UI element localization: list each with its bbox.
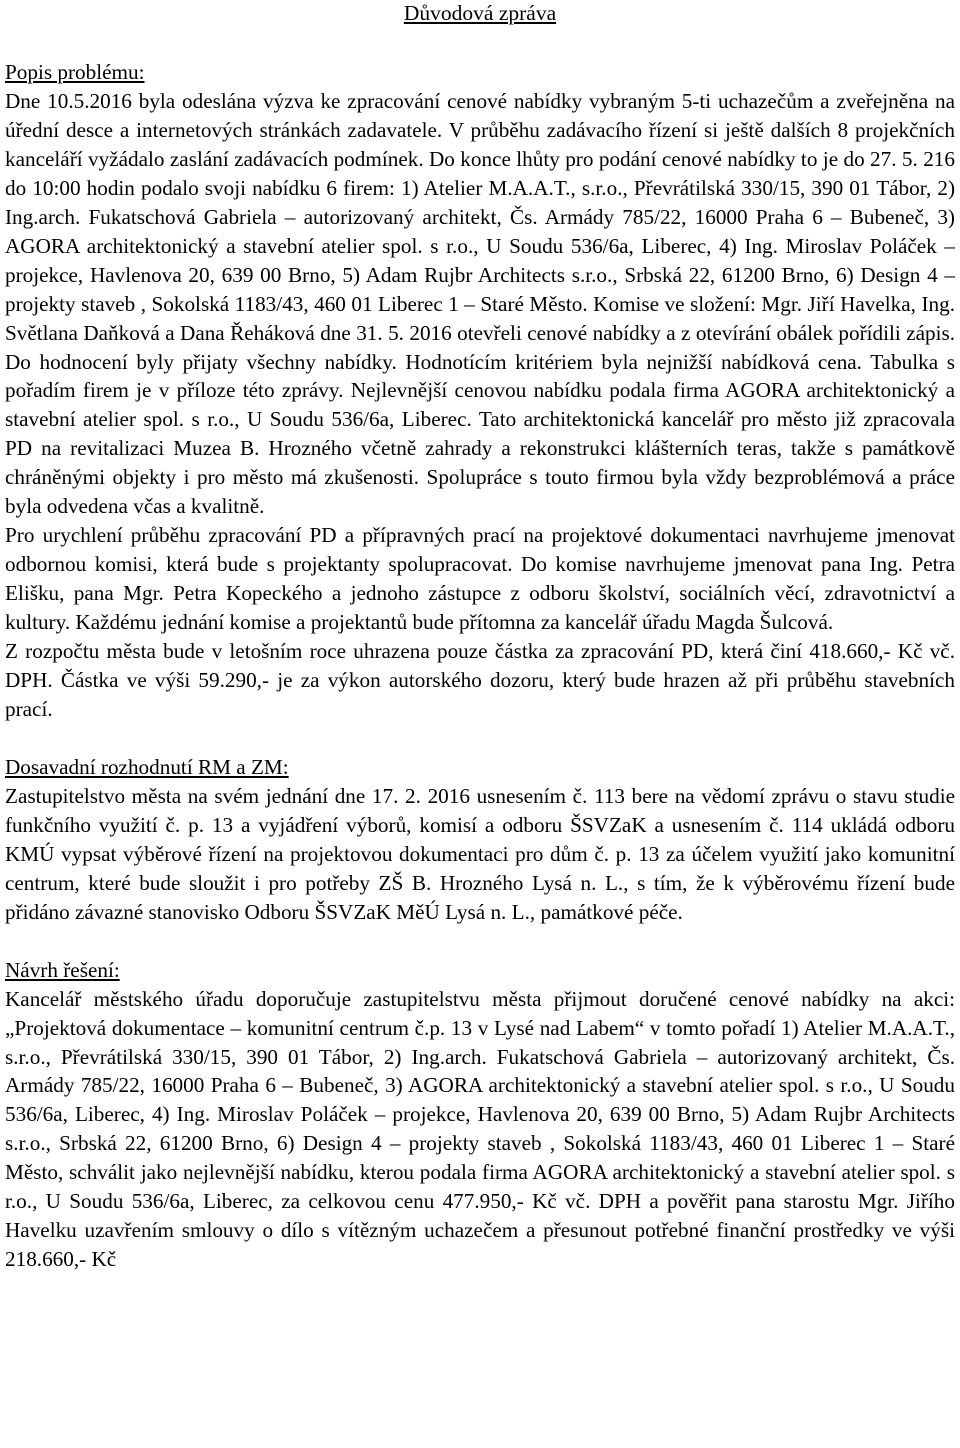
document-body — [5, 58, 955, 1274]
section-proposed-solution — [5, 956, 955, 1274]
problem-paragraph-commission: Pro urychlení průběhu zpracování PD a přípravných prací na projektové dokumentaci navrhujeme jmenovat odbornou komisi, která bude s projektanty spolupracovat. Do komise navrhujeme jmenovat pana Ing. Petra Elišku, pana Mgr. Petra Kopeckého a jednoho zástupce z odboru školství, sociálních věcí, zdravotnictví a kultury. Každému jednání komise a projektantů bude přítomna za kancelář úřadu Magda Šulcová. — [5, 523, 955, 635]
section-heading-solution: Návrh řešení: — [5, 957, 120, 982]
problem-paragraph-budget: Z rozpočtu města bude v letošním roce uhrazena pouze částka za zpracování PD, která činí 418.660,- Kč vč. DPH. Částka ve výši 59.290,- je za výkon autorského dozoru, který bude hrazen až při průběhu stavebních prací. — [5, 639, 955, 721]
section-heading-decisions: Dosavadní rozhodnutí RM a ZM: — [5, 754, 289, 779]
decisions-paragraph: Zastupitelstvo města na svém jednání dne 17. 2. 2016 usnesením č. 113 bere na vědomí zprávu o stavu studie funkčního využití č. p. 13 a vyjádření výborů, komisí a odboru ŠSVZaK a usnesením č. 114 ukládá odboru KMÚ vypsat výběrové řízení na projektovou dokumentaci pro dům č. p. 13 za účelem využití jako komunitní centrum, které bude sloužit i pro potřeby ZŠ B. Hrozného Lysá n. L., s tím, že k výběrovému řízení bude přidáno závazné stanovisko Odboru ŠSVZaK MěÚ Lysá n. L., památkové péče. — [5, 783, 955, 924]
problem-paragraph-offers: Dne 10.5.2016 byla odeslána výzva ke zpracování cenové nabídky vybraným 5-ti uchazečům a zveřejněna na úřední desce a internetových stránkách zadavatele. V průběhu zadávacího řízení si ještě dalších 8 projekčních kanceláří vyžádalo zaslání zadávacích podmínek. Do konce lhůty pro podání cenové nabídky to je do 27. 5. 216 do 10:00 hodin podalo svoji nabídku 6 firem: 1) Atelier M.A.A.T., s.r.o., Převrátilská 330/15, 390 01 Tábor, 2) Ing.arch. Fukatschová Gabriela – autorizovaný architekt, Čs. Armády 785/22, 16000 Praha 6 – Bubeneč, 3) AGORA architektonický a stavební atelier spol. s r.o., U Soudu 536/6a, Liberec, 4) Ing. Miroslav Poláček – projekce, Havlenova 20, 639 00 Brno, 5) Adam Rujbr Architects s.r.o., Srbská 22, 61200 Brno, 6) Design 4 – projekty staveb , Sokolská 1183/43, 460 01 Liberec 1 – Staré Město. Komise ve složení: Mgr. Jiří Havelka, Ing. Světlana Daňková a Dana Řeháková dne 31. 5. 2016 otevřeli cenové nabídky a z otevírání obálek pořídili zápis. Do hodnocení byly přijaty všechny nabídky. Hodnotícím kritériem byla nejnižší nabídková cena. Tabulka s pořadím firem je v příloze této zprávy. Nejlevnější cenovou nabídku podala firma AGORA architektonický a stavební atelier spol. s r.o., U Soudu 536/6a, Liberec. Tato architektonická kancelář pro město již zpracovala PD na revitalizaci Muzea B. Hrozného včetně zahrady a rekonstrukci klášterních teras, takže s památkově chráněnými objekty i pro město má zkušenosti. Spolupráce s touto firmou byla vždy bezproblémová a práce byla odvedena včas a kvalitně. — [5, 88, 955, 519]
solution-paragraph: Kancelář městského úřadu doporučuje zastupitelstvu města přijmout doručené cenové nabídky na akci: „Projektová dokumentace – komunitní centrum č.p. 13 v Lysé nad Labem“ v tomto pořadí 1) Atelier M.A.A.T., s.r.o., Převrátilská 330/15, 390 01 Tábor, 2) Ing.arch. Fukatschová Gabriela – autorizovaný architekt, Čs. Armády 785/22, 16000 Praha 6 – Bubeneč, 3) AGORA architektonický a stavební atelier spol. s r.o., U Soudu 536/6a, Liberec, 4) Ing. Miroslav Poláček – projekce, Havlenova 20, 639 00 Brno, 5) Adam Rujbr Architects s.r.o., Srbská 22, 61200 Brno, 6) Design 4 – projekty staveb , Sokolská 1183/43, 460 01 Liberec 1 – Staré Město, schválit jako nejlevnější nabídku, kterou podala firma AGORA architektonický a stavební atelier spol. s r.o., U Soudu 536/6a, Liberec, za celkovou cenu 477.950,- Kč vč. DPH a pověřit pana starostu Mgr. Jiřího Havelku uzavřením smlouvy o dílo s vítězným uchazečem a přesunout potřebné finanční prostředky ve výši 218.660,- Kč — [5, 986, 955, 1272]
section-previous-decisions — [5, 753, 955, 927]
document-title: Důvodová zpráva — [403, 1, 557, 25]
section-problem-description — [5, 58, 955, 724]
section-heading-problem: Popis problému: — [5, 60, 145, 84]
